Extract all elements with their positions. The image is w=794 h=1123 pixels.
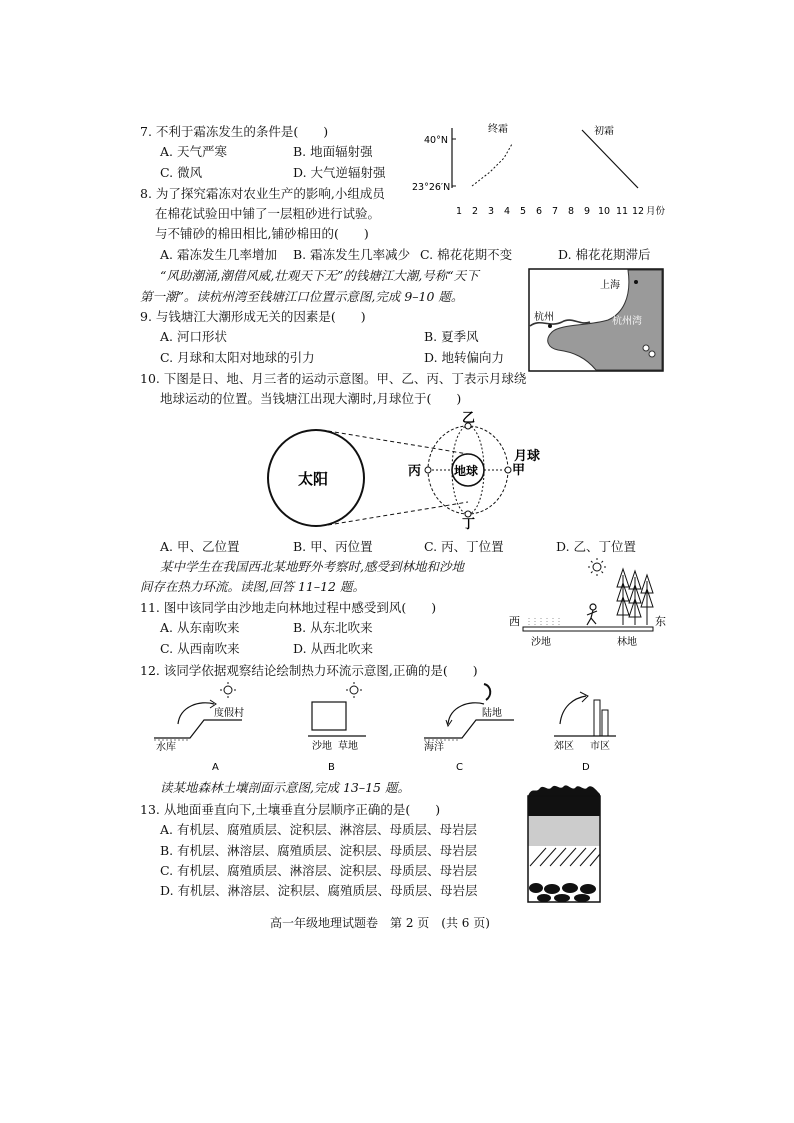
illuvial-layer [528,846,600,868]
circulation-options [150,680,630,775]
label-a: A [212,762,219,773]
moon-bing [425,467,431,473]
end-frost-label: 终霜 [488,124,508,135]
x-tick-12: 12 [632,206,645,217]
end-frost-line [472,144,512,186]
label-a-reservoir: 水库 [156,742,176,753]
label-moon: 月球 [514,449,541,464]
q9-option-a[interactable]: A. 河口形状 [160,329,227,344]
earth-label: 地球 [454,464,479,478]
label-bing: 丙 [408,464,422,479]
soil-profile [522,782,606,904]
q8-option-a[interactable]: A. 霜冻发生几率增加 [160,247,277,262]
ground-line [523,627,653,631]
person-icon [587,604,597,625]
q10-line2: 地球运动的位置。当钱塘江出现大潮时,月球位于( ) [160,391,462,406]
sand-forest-diagram [505,555,670,650]
x-tick-1: 1 [456,206,463,217]
x-tick-3: 3 [488,206,495,217]
building-1 [594,700,600,736]
sand-dots [529,617,559,625]
q8-option-c[interactable]: C. 棉花花期不变 [420,247,513,262]
x-tick-8: 8 [568,206,575,217]
q8-option-b[interactable]: B. 霜冻发生几率减少 [293,247,411,262]
hangzhou-bay-map [528,268,664,372]
q7-option-a[interactable]: A. 天气严寒 [160,144,227,159]
forest-trees [617,569,653,625]
q10-option-c[interactable]: C. 丙、丁位置 [424,539,504,554]
eluvial-layer [528,816,600,846]
label-c-land: 陆地 [482,708,502,719]
q12-stem: 12. 该同学依据观察结论绘制热力环流示意图,正确的是( ) [140,663,478,678]
sun-icon-b [346,682,362,698]
bedrock-layer [529,883,596,902]
sun-label: 太阳 [298,470,329,488]
q9-stem: 9. 与钱塘江大潮形成无关的因素是( ) [140,309,366,324]
label-b-grass: 草地 [338,741,358,752]
q11-stem: 11. 图中该同学由沙地走向林地过程中感受到风( ) [140,600,437,615]
q8-line2: 在棉花试验田中铺了一层粗砂进行试验。 [155,206,381,221]
hangzhou-dot [548,324,552,328]
q13-stem: 13. 从地面垂直向下,土壤垂直分层顺序正确的是( ) [140,802,441,817]
sun-earth-moon-diagram [262,410,562,530]
q13-option-d[interactable]: D. 有机层、淋溶层、淀积层、腐殖质层、母质层、母岩层 [160,883,478,898]
q9-option-b[interactable]: B. 夏季风 [424,329,479,344]
circulation-c[interactable] [424,684,514,773]
q10-option-b[interactable]: B. 甲、丙位置 [293,539,373,554]
litter-layer [528,785,600,796]
loop-b [312,702,346,730]
moon-jia [505,467,511,473]
q7-stem: 7. 不利于霜冻发生的条件是( ) [140,124,329,139]
q11-option-a[interactable]: A. 从东南吹来 [160,620,240,635]
circulation-d[interactable] [554,692,616,773]
label-c-ocean: 海洋 [424,742,444,753]
terrain-a [154,720,242,738]
x-tick-2: 2 [472,206,479,217]
q8-option-d[interactable]: D. 棉花花期滞后 [558,247,651,262]
sun-icon-a [220,682,236,698]
intro-9-10-line2: 第一潮”。读杭州湾至钱塘江口位置示意图,完成 9–10 题。 [140,289,464,304]
frost-chart [410,118,672,220]
q10-option-a[interactable]: A. 甲、乙位置 [160,539,240,554]
q11-option-d[interactable]: D. 从西北吹来 [293,641,374,656]
start-frost-label: 初霜 [594,126,614,137]
terrain-c [424,720,514,738]
intro-9-10-line1: “风助潮涌,潮借风威,壮观天下无”的钱塘江大潮,号称“天下 [160,268,479,283]
q11-option-c[interactable]: C. 从西南吹来 [160,641,240,656]
label-b-sand: 沙地 [312,741,332,752]
x-ticks [456,205,666,217]
x-tick-9: 9 [584,206,591,217]
label-west: 西 [509,615,520,628]
label-forest: 林地 [617,637,637,648]
q11-option-b[interactable]: B. 从东北吹来 [293,620,373,635]
q13-option-c[interactable]: C. 有机层、腐殖质层、淋溶层、淀积层、母质层、母岩层 [160,863,478,878]
start-frost-line [582,130,638,188]
y-label-23n: 23°26′N [412,182,451,193]
map-shanghai: 上海 [600,280,620,291]
label-sand: 沙地 [531,637,551,648]
x-tick-11: 11 [616,206,629,217]
label-ding: 丁 [462,517,476,530]
q9-option-d[interactable]: D. 地转偏向力 [424,350,505,365]
intro-11-12-line2: 间存在热力环流。读图,回答 11–12 题。 [140,579,365,594]
x-unit: 月份 [646,206,666,217]
label-d: D [582,762,590,773]
label-a-resort: 度假村 [214,708,244,719]
q9-option-c[interactable]: C. 月球和太阳对地球的引力 [160,350,315,365]
q13-option-b[interactable]: B. 有机层、淋溶层、腐殖质层、淀积层、母质层、母岩层 [160,843,478,858]
humus-layer [528,796,600,816]
q7-option-b[interactable]: B. 地面辐射强 [293,144,373,159]
x-tick-7: 7 [552,206,559,217]
q7-option-c[interactable]: C. 微风 [160,165,203,180]
q8-line1: 8. 为了探究霜冻对农业生产的影响,小组成员 [140,186,385,201]
q8-line3: 与不铺砂的棉田相比,铺砂棉田的( ) [155,226,369,241]
q10-line1: 10. 下图是日、地、月三者的运动示意图。甲、乙、丙、丁表示月球绕 [140,371,527,386]
label-yi: 乙 [462,411,476,426]
x-tick-6: 6 [536,206,543,217]
intro-13-15: 读某地森林土壤剖面示意图,完成 13–15 题。 [160,780,410,795]
label-jia: 甲 [512,463,526,478]
sun-icon [588,558,606,576]
q13-option-a[interactable]: A. 有机层、腐殖质层、淀积层、淋溶层、母质层、母岩层 [160,822,477,837]
page-footer: 高一年级地理试题卷 第 2 页 (共 6 页) [270,916,490,930]
x-tick-4: 4 [504,206,511,217]
intro-11-12-line1: 某中学生在我国西北某地野外考察时,感受到林地和沙地 [160,559,464,574]
arrow-a-top [178,703,214,724]
circulation-a[interactable] [154,682,244,773]
island-2 [649,351,655,357]
label-b: B [328,762,335,773]
island-1 [643,345,649,351]
parent-layer [528,868,600,882]
label-c: C [456,762,463,773]
moon-icon-c [484,684,490,700]
building-2 [602,710,608,736]
x-tick-10: 10 [598,206,611,217]
label-east: 东 [655,615,666,628]
map-hangzhou: 杭州 [534,312,554,323]
label-d-city: 市区 [590,741,610,752]
q10-option-d[interactable]: D. 乙、丁位置 [556,539,637,554]
circulation-b[interactable] [308,682,366,773]
q7-option-d[interactable]: D. 大气逆辐射强 [293,165,386,180]
x-tick-5: 5 [520,206,527,217]
map-bay: 杭州湾 [612,316,642,327]
label-d-suburb: 郊区 [554,741,574,752]
y-label-40n: 40°N [424,135,448,146]
shanghai-dot [634,280,638,284]
